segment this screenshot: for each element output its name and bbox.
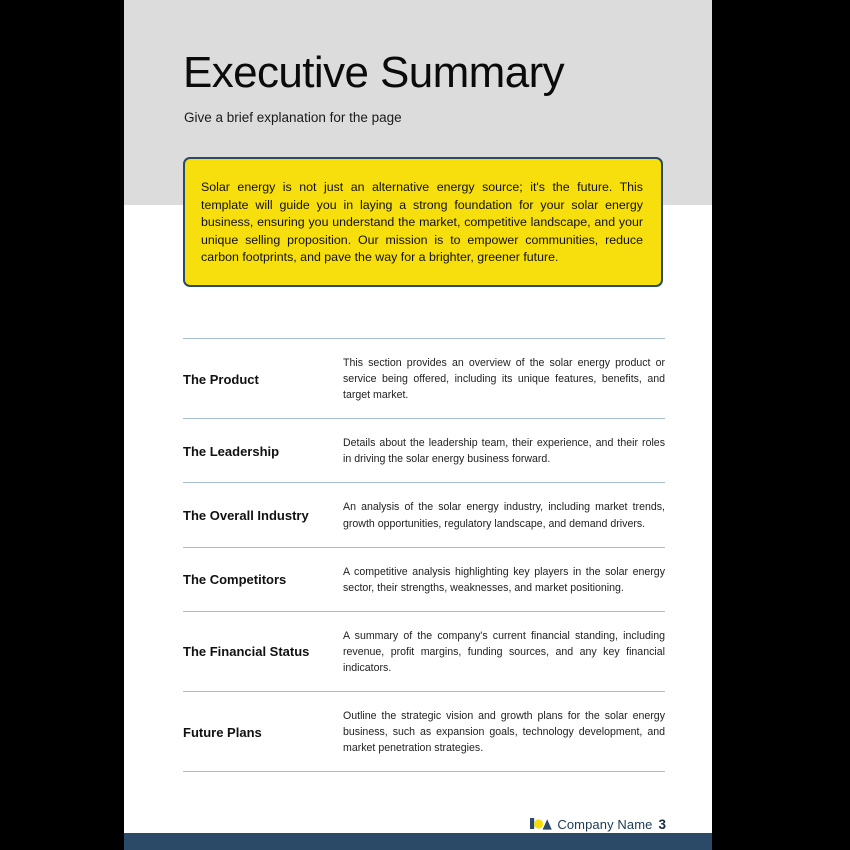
table-row	[183, 548, 665, 612]
summary-table	[183, 338, 665, 772]
table-row-term: The Product	[183, 371, 259, 387]
table-row-term: The Leadership	[183, 443, 280, 459]
table-row-term: The Overall Industry	[183, 507, 309, 523]
table-row-term: The Financial Status	[183, 644, 310, 660]
table-row	[183, 483, 665, 547]
table-row-description: Details about the leadership team, their experience, and their roles in driving the solar energy business forward.	[343, 437, 665, 466]
footer-company-name: Company Name	[557, 816, 653, 832]
table-row-description: An analysis of the solar energy industry, including market trends, growth opportunities, regulatory landscape, and demand drivers.	[343, 501, 665, 530]
highlight-callout-box	[183, 157, 663, 287]
table-row	[183, 612, 665, 692]
footer-page-number: 3	[658, 816, 666, 832]
table-row-description: A competitive analysis highlighting key players in the solar energy sector, their strengths, weaknesses, and market positioning.	[343, 565, 665, 594]
document-page	[124, 0, 712, 850]
table-row-term: Future Plans	[183, 724, 262, 740]
sun-mountain-logo-icon	[530, 817, 552, 831]
table-row	[183, 419, 665, 483]
table-row	[183, 692, 665, 772]
table-row-term: The Competitors	[183, 572, 287, 588]
table-row-description: Outline the strategic vision and growth plans for the solar energy business, such as expansion goals, technology development, and market penetration strategies.	[343, 710, 665, 755]
page-title: Executive Summary	[183, 48, 565, 97]
callout-text: Solar energy is not just an alternative energy source; it's the future. This template will guide you in laying a strong foundation for your solar energy business, ensuring you understand the market, competitive landscape, and your unique selling proposition. Our mission is to empower communities, reduce carbon footprints, and pave the way for a brighter, greener future.	[201, 180, 643, 265]
table-row-description: This section provides an overview of the solar energy product or service being offered, including its unique features, benefits, and target market.	[343, 357, 665, 402]
table-row-description: A summary of the company's current financial standing, including revenue, profit margins, funding sources, and any key financial indicators.	[343, 629, 665, 675]
table-row	[183, 339, 665, 419]
footer-accent-bar	[124, 833, 712, 850]
page-subtitle: Give a brief explanation for the page	[184, 110, 402, 125]
